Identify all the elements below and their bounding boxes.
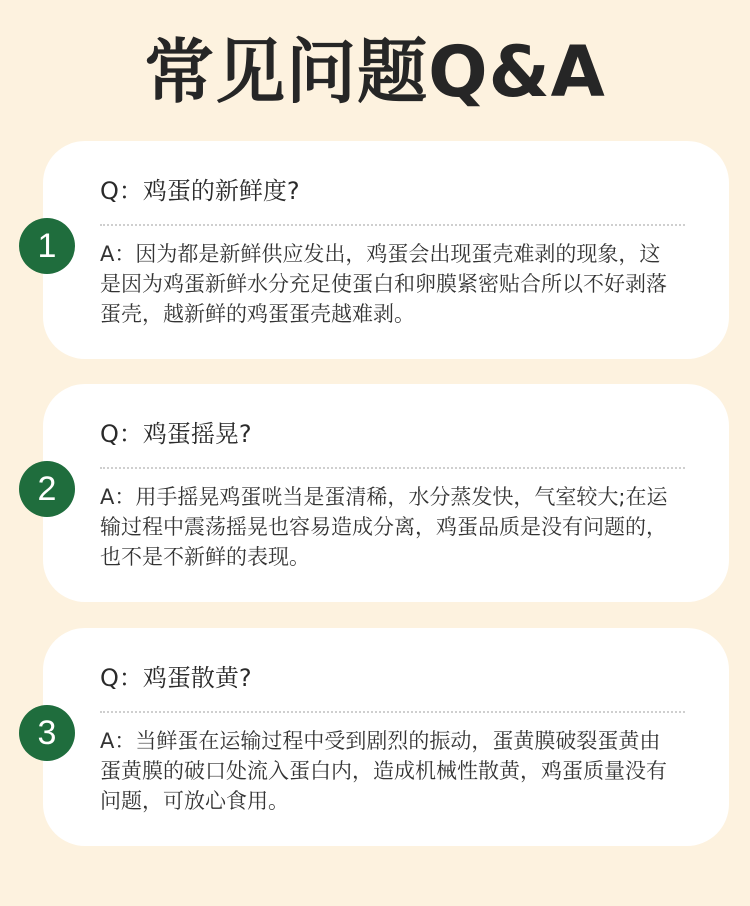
faq-question: Q：鸡蛋散黄? [100,664,252,692]
answer-line: 问题，可放心食用。 [100,789,289,813]
dotted-divider [100,224,685,226]
number-badge: 2 [19,461,75,517]
number-badge: 3 [19,705,75,761]
faq-answer [100,239,700,329]
faq-question: Q：鸡蛋摇晃? [100,420,252,448]
dotted-divider [100,467,685,469]
faq-card-3 [37,628,729,846]
number-badge: 1 [19,218,75,274]
answer-line: A：用手摇晃鸡蛋咣当是蛋清稀，水分蒸发快，气室较大;在运 [100,485,668,509]
faq-card-1 [37,141,729,359]
answer-line: 也不是不新鲜的表现。 [100,545,310,569]
page-title: 常见问题Q&A [144,31,606,113]
faq-answer [100,482,700,572]
answer-line: 是因为鸡蛋新鲜水分充足使蛋白和卵膜紧密贴合所以不好剥落 [100,272,667,296]
answer-line: 蛋黄膜的破口处流入蛋白内，造成机械性散黄，鸡蛋质量没有 [100,759,667,783]
faq-card-2 [37,384,729,602]
answer-line: A：当鲜蛋在运输过程中受到剧烈的振动，蛋黄膜破裂蛋黄由 [100,729,661,753]
answer-line: 蛋壳，越新鲜的鸡蛋蛋壳越难剥。 [100,302,415,326]
faq-answer [100,726,700,816]
faq-question: Q：鸡蛋的新鲜度? [100,177,300,205]
answer-line: 输过程中震荡摇晃也容易造成分离，鸡蛋品质是没有问题的， [100,515,667,539]
answer-line: A：因为都是新鲜供应发出，鸡蛋会出现蛋壳难剥的现象，这 [100,242,661,266]
dotted-divider [100,711,685,713]
